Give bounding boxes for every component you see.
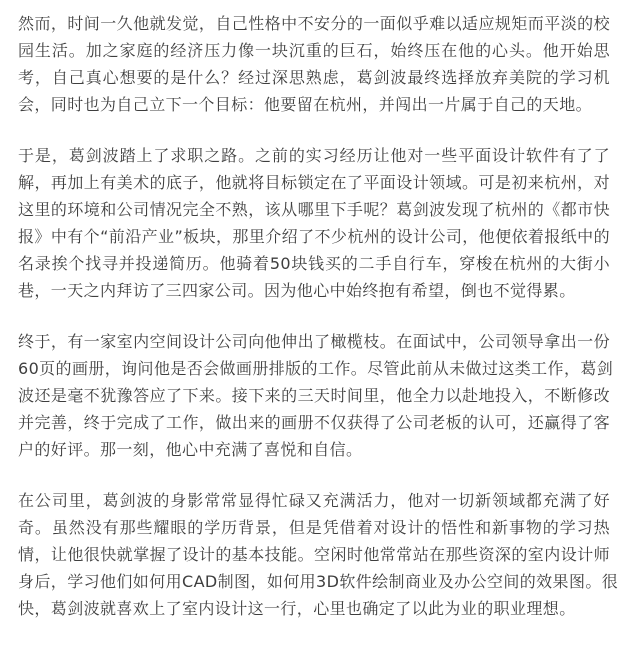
text-line: 这里的环境和公司情况完全不熟，该从哪里下手呢？葛剑波发现了杭州的《都市快	[18, 200, 610, 219]
text-line: 60页的画册，询问他是否会做画册排版的工作。尽管此前从未做过这类工作，葛剑	[18, 359, 614, 378]
text-line: 身后，学习他们如何用CAD制图，如何用3D软件绘制商业及办公空间的效果图。很	[18, 572, 619, 591]
text-line: 终于，有一家室内空间设计公司向他伸出了橄榄枝。在面试中，公司领导拿出一份	[18, 332, 610, 351]
text-line: 奇。虽然没有那些耀眼的学历背景，但是凭借着对设计的悟性和新事物的学习热	[18, 518, 610, 537]
text-line: 报》中有个“前沿产业”板块，那里介绍了不少杭州的设计公司，他便依着报纸中的	[18, 227, 610, 246]
text-line: 户的好评。那一刻，他心中充满了喜悦和自信。	[18, 440, 363, 459]
article-body	[18, 10, 619, 646]
text-line: 会，同时也为自己立下一个目标：他要留在杭州，并闯出一片属于自己的天地。	[18, 95, 593, 114]
text-line: 然而，时间一久他就发觉，自己性格中不安分的一面似乎难以适应规矩而平淡的校	[18, 14, 610, 33]
text-line: 快，葛剑波就喜欢上了室内设计这一行，心里也确定了以此为业的职业理想。	[18, 599, 576, 618]
text-line: 并完善，终于完成了工作，做出来的画册不仅获得了公司老板的认可，还赢得了客	[18, 413, 610, 432]
text-line: 名录挨个找寻并投递简历。他骑着50块钱买的二手自行车，穿梭在杭州的大街小	[18, 254, 610, 273]
text-line: 巷，一天之内拜访了三四家公司。因为他心中始终抱有希望，倒也不觉得累。	[18, 281, 576, 300]
text-line: 情，让他很快就掌握了设计的基本技能。空闲时他常常站在那些资深的室内设计师	[18, 545, 610, 564]
text-line: 于是，葛剑波踏上了求职之路。之前的实习经历让他对一些平面设计软件有了了	[18, 146, 610, 165]
text-line: 考，自己真心想要的是什么？经过深思熟虑，葛剑波最终选择放弃美院的学习机	[18, 68, 610, 87]
paragraph-3	[18, 328, 614, 463]
paragraph-1	[18, 10, 610, 118]
text-line: 波还是毫不犹豫答应了下来。接下来的三天时间里，他全力以赴地投入，不断修改	[18, 386, 610, 405]
text-line: 在公司里，葛剑波的身影常常显得忙碌又充满活力，他对一切新领域都充满了好	[18, 491, 610, 510]
text-line: 解，再加上有美术的底子，他就将目标锁定在了平面设计领域。可是初来杭州，对	[18, 173, 610, 192]
text-line: 园生活。加之家庭的经济压力像一块沉重的巨石，始终压在他的心头。他开始思	[18, 41, 610, 60]
paragraph-2	[18, 142, 610, 304]
paragraph-4	[18, 487, 619, 622]
